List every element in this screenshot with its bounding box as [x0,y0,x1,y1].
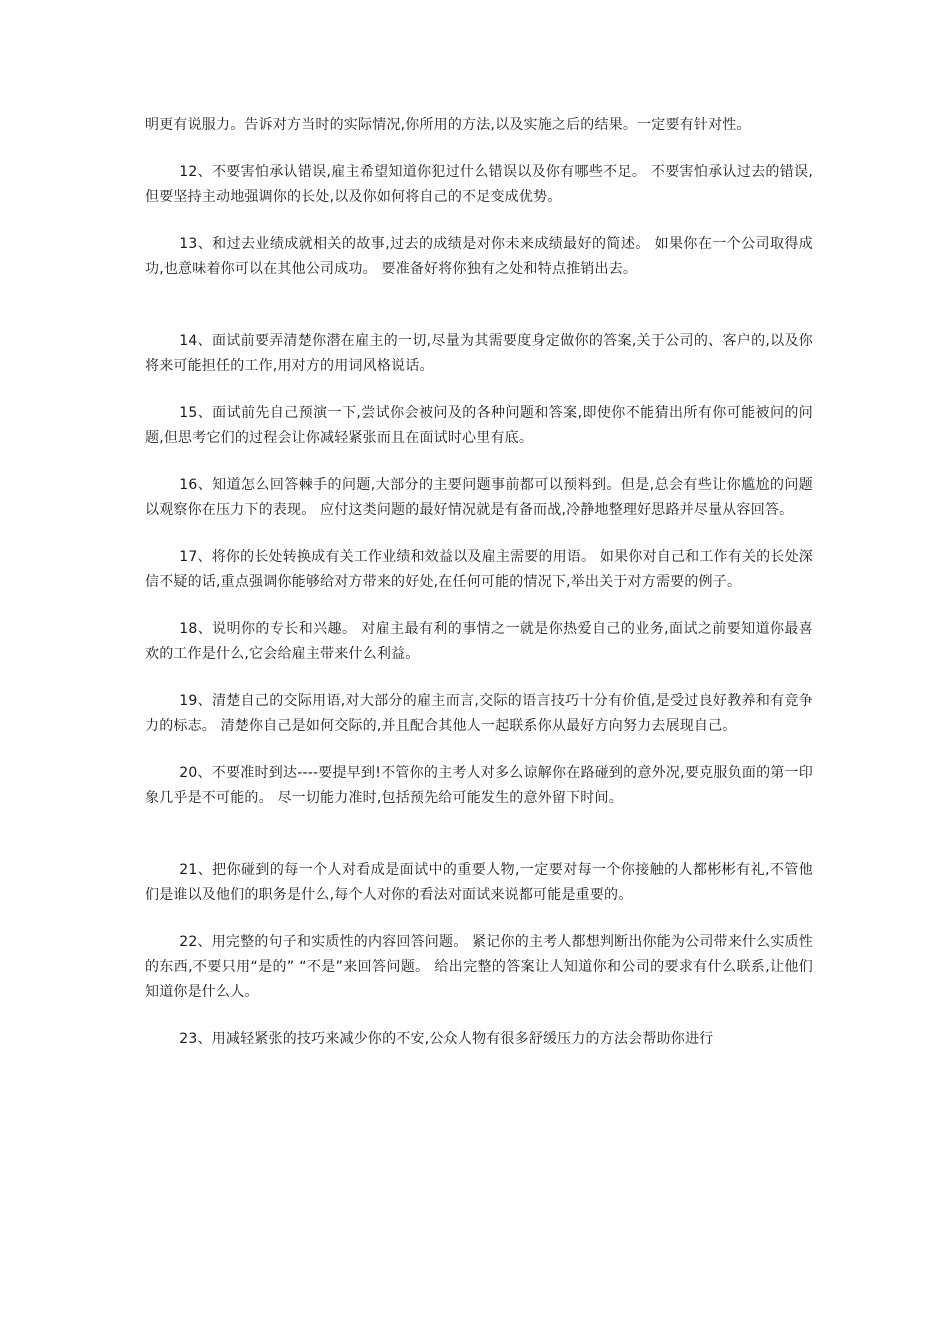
paragraph-19: 19、清楚自己的交际用语,对大部分的雇主而言,交际的语言技巧十分有价值,是受过良好教养和有竞争力的标志。 清楚你自己是如何交际的,并且配合其他人一起联系你从最好方向努力去展现自己。 [145,693,813,734]
paragraph-11-continued: 明更有说服力。告诉对方当时的实际情况,你所用的方法,以及实施之后的结果。一定要有针对性。 [145,117,751,133]
paragraph-22: 22、用完整的句子和实质性的内容回答问题。 紧记你的主考人都想判断出你能为公司带来什么实质性的东西,不要只用“是的” “不是”来回答问题。 给出完整的答案让人知道你和公司的要求有什么联系,让他们知道你是什么人。 [145,934,813,1000]
paragraph-15: 15、面试前先自己预演一下,尝试你会被问及的各种问题和答案,即使你不能猜出所有你可能被问的问题,但思考它们的过程会让你减轻紧张而且在面试时心里有底。 [145,405,813,446]
paragraph-12: 12、不要害怕承认错误,雇主希望知道你犯过什么错误以及你有哪些不足。 不要害怕承认过去的错误,但要坚持主动地强调你的长处,以及你如何将自己的不足变成优势。 [145,164,813,205]
paragraph-18: 18、说明你的专长和兴趣。 对雇主最有利的事情之一就是你热爱自己的业务,面试之前要知道你最喜欢的工作是什么,它会给雇主带来什么利益。 [145,621,813,662]
paragraph-21: 21、把你碰到的每一个人对看成是面试中的重要人物,一定要对每一个你接触的人都彬彬有礼,不管他们是谁以及他们的职务是什么,每个人对你的看法对面试来说都可能是重要的。 [145,862,813,903]
paragraph-16: 16、知道怎么回答棘手的问题,大部分的主要问题事前都可以预料到。但是,总会有些让你尴尬的问题以观察你在压力下的表现。 应付这类问题的最好情况就是有备而战,冷静地整理好思路并尽量从容回答。 [145,477,813,518]
document-body [145,113,813,1074]
paragraph-17: 17、将你的长处转换成有关工作业绩和效益以及雇主需要的用语。 如果你对自己和工作有关的长处深信不疑的话,重点强调你能够给对方带来的好处,在任何可能的情况下,举出关于对方需要的例子。 [145,549,813,590]
paragraph-14: 14、面试前要弄清楚你潜在雇主的一切,尽量为其需要度身定做你的答案,关于公司的、客户的,以及你将来可能担任的工作,用对方的用词风格说话。 [145,333,813,374]
paragraph-23: 23、用减轻紧张的技巧来减少你的不安,公众人物有很多舒缓压力的方法会帮助你进行 [179,1031,714,1047]
paragraph-20: 20、不要准时到达----要提早到!不管你的主考人对多么谅解你在路碰到的意外况,要克服负面的第一印象几乎是不可能的。 尽一切能力准时,包括预先给可能发生的意外留下时间。 [145,765,813,806]
paragraph-13: 13、和过去业绩成就相关的故事,过去的成绩是对你未来成绩最好的简述。 如果你在一个公司取得成功,也意味着你可以在其他公司成功。 要准备好将你独有之处和特点推销出去。 [145,236,813,277]
